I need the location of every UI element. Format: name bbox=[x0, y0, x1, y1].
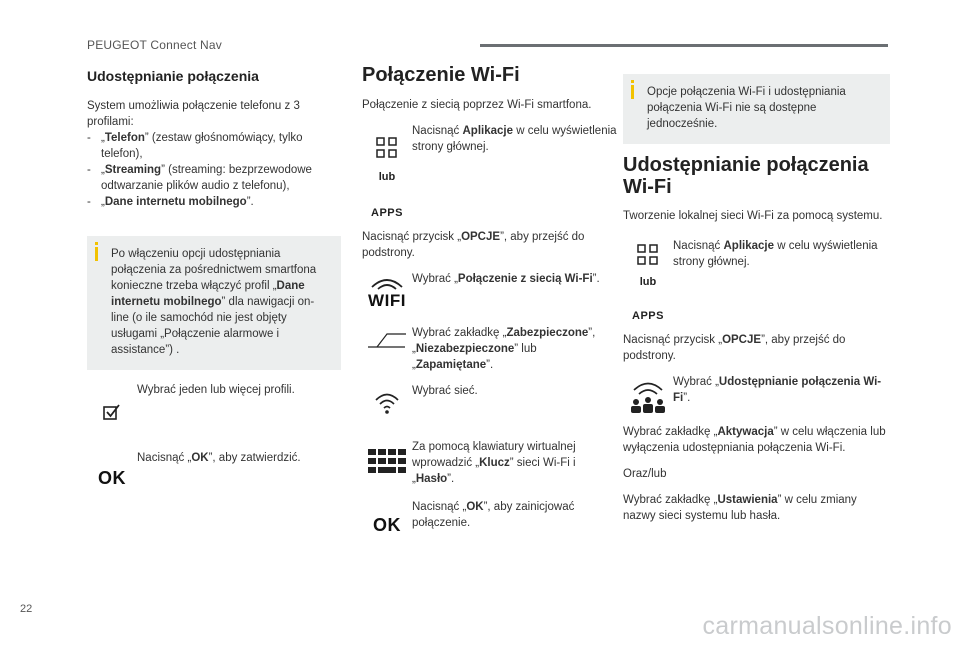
ok-icon: OK bbox=[373, 515, 401, 535]
step-confirm-ok: OK Nacisnąć „OK”, aby zatwierdzić. bbox=[98, 452, 301, 488]
or-label: lub bbox=[639, 276, 657, 288]
options-instruction: Nacisnąć przycisk „OPCJE”, aby przejść do podstrony. bbox=[623, 334, 846, 362]
hotspot-icon bbox=[630, 380, 666, 414]
column-wifi-sharing bbox=[623, 62, 890, 534]
list-item: - „Telefon” (zestaw głośnomówiący, tylko telefon), bbox=[87, 130, 341, 162]
options-instruction: Nacisnąć przycisk „OPCJE”, aby przejść do podstrony. bbox=[362, 231, 585, 259]
keyboard-icon bbox=[368, 449, 406, 473]
wifi-intro: Połączenie z siecią poprzez Wi-Fi smartfona. bbox=[362, 99, 592, 111]
profiles-list bbox=[87, 130, 341, 210]
step-select-network: Wybrać sieć. bbox=[362, 383, 617, 415]
wifi-label-icon: WIFI bbox=[368, 291, 406, 310]
activation-instruction: Wybrać zakładkę „Aktywacja” w celu włączenia lub wyłączenia udostępniania połączenia Wi-Fi. bbox=[623, 426, 886, 454]
column-profiles bbox=[87, 62, 341, 499]
step-apps: lub APPS Nacisnąć Aplikacje w celu wyświetlenia strony głównej. bbox=[371, 125, 617, 219]
info-note: Po włączeniu opcji udostępniania połączenia za pośrednictwem smartfona konieczne trzeba włączyć profil „Dane internetu mobilnego” dla nawigacji on-line (o ile samochód nie jest objęty usługami „Połączenie alarmowe i assistance”) . bbox=[87, 236, 341, 370]
list-item: - „Dane internetu mobilnego”. bbox=[87, 194, 341, 210]
header-bar bbox=[480, 44, 888, 47]
section-title-wifi: Połączenie Wi-Fi bbox=[362, 64, 520, 86]
list-item: - „Streaming” (streaming: bezprzewodowe odtwarzanie plików audio z telefonu), bbox=[87, 162, 341, 194]
wifi-icon bbox=[370, 277, 404, 291]
step-wifi-sharing: Wybrać „Udostępnianie połączenia Wi-Fi”. bbox=[623, 374, 890, 414]
tab-icon bbox=[367, 331, 407, 349]
info-icon bbox=[631, 85, 634, 99]
section-title-wifi-sharing: Udostępnianie połączenia Wi-Fi bbox=[623, 154, 869, 198]
step-select-tab: Wybrać zakładkę „Zabezpieczone”, „Niezabezpieczone” lub „Zapamiętane”. bbox=[362, 325, 617, 373]
info-note: Opcje połączenia Wi-Fi i udostępniania połączenia Wi-Fi nie są dostępne jednocześnie. bbox=[623, 74, 890, 144]
checkbox-icon bbox=[87, 382, 137, 420]
section-title-sharing: Udostępnianie połączenia bbox=[87, 68, 259, 84]
watermark: carmanualsonline.info bbox=[702, 612, 952, 640]
and-or-text: Oraz/lub bbox=[623, 468, 667, 480]
apps-label-icon: APPS bbox=[632, 310, 664, 322]
header-title: PEUGEOT Connect Nav bbox=[87, 38, 222, 52]
apps-grid-icon bbox=[376, 137, 398, 159]
page-number: 22 bbox=[20, 603, 33, 615]
info-icon bbox=[95, 247, 98, 261]
sharing-intro: Tworzenie lokalnej sieci Wi-Fi za pomocą systemu. bbox=[623, 210, 883, 222]
step-wifi-connection: WIFI Wybrać „Połączenie z siecią Wi-Fi”. bbox=[368, 273, 600, 310]
settings-instruction: Wybrać zakładkę „Ustawienia” w celu zmiany nazwy sieci systemu lub hasła. bbox=[623, 494, 857, 522]
apps-label-icon: APPS bbox=[371, 207, 403, 219]
wifi-signal-icon bbox=[374, 391, 400, 415]
step-start-connection: OK Nacisnąć „OK”, aby zainicjować połączenie. bbox=[373, 501, 575, 535]
step-apps: lub APPS Nacisnąć Aplikacje w celu wyświetlenia strony głównej. bbox=[632, 240, 878, 322]
profiles-intro: System umożliwia połączenie telefonu z 3 profilami: bbox=[87, 100, 300, 128]
or-label: lub bbox=[378, 171, 396, 183]
column-wifi-connection bbox=[362, 62, 617, 546]
step-select-profiles: Wybrać jeden lub więcej profili. bbox=[87, 382, 341, 420]
ok-icon: OK bbox=[98, 468, 126, 488]
apps-grid-icon bbox=[637, 244, 659, 266]
step-enter-key: Za pomocą klawiatury wirtualnej wprowadzić „Klucz” sieci Wi-Fi i „Hasło”. bbox=[362, 439, 617, 487]
